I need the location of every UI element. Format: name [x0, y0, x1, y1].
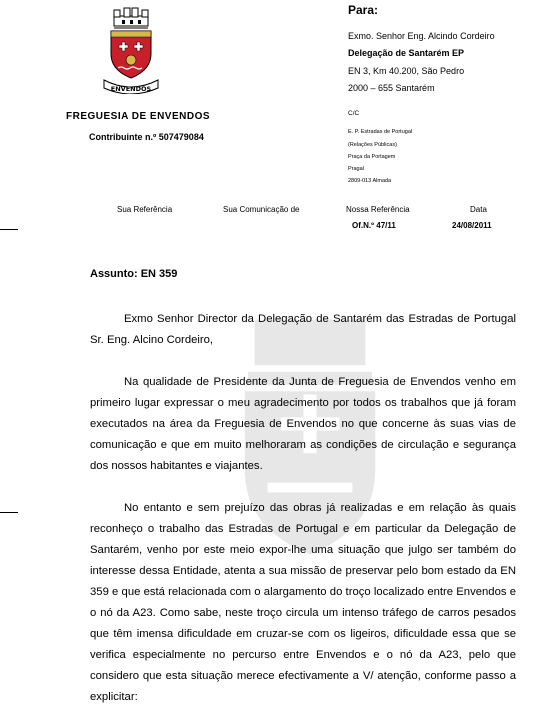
parish-crest-icon — [100, 2, 162, 94]
recipient-label: Para: — [348, 3, 379, 17]
cc-label: C/C — [348, 110, 360, 117]
fold-mark — [0, 229, 18, 230]
subject-line: Assunto: EN 359 — [90, 268, 178, 280]
cc-line: E. P. Estradas de Portugal — [348, 129, 413, 135]
parish-name: FREGUESIA DE ENVENDOS — [66, 111, 211, 122]
taxpayer-number: Contribuinte n.º 507479084 — [89, 132, 204, 142]
date-label: Data — [470, 205, 487, 214]
our-reference-label: Nossa Referência — [346, 205, 410, 214]
body-paragraph: Na qualidade de Presidente da Junta de Freguesia de Envendos venho em primeiro lugar expressar o meu agradecimento por todos os trabalhos que já foram executados na área da Freguesia de Envendos no que concerne às suas vias de comunicação e que em muito melhoraram as condições de circulação e segurança dos nossos habitantes e viajantes. — [90, 376, 516, 472]
cc-line: 2809-013 Almada — [348, 178, 392, 184]
recipient-line: Delegação de Santarém EP — [348, 48, 465, 58]
your-communication-label: Sua Comunicação de — [223, 205, 300, 214]
date-value: 24/08/2011 — [452, 221, 492, 230]
our-reference-value: Of.N.º 47/11 — [352, 221, 396, 230]
recipient-line: 2000 – 655 Santarém — [348, 83, 435, 93]
crest-banner-text: ENVENDOS — [110, 85, 152, 93]
cc-line: (Relações Públicas) — [348, 142, 397, 148]
body-paragraph: Exmo Senhor Director da Delegação de Santarém das Estradas de Portugal Sr. Eng. Alcino Cordeiro, — [90, 313, 516, 346]
recipient-line: EN 3, Km 40.200, São Pedro — [348, 66, 465, 76]
cc-line: Pragal — [348, 166, 364, 172]
fold-mark — [0, 512, 18, 513]
your-reference-label: Sua Referência — [117, 205, 173, 214]
cc-line: Praça da Portagem — [348, 154, 396, 160]
body-paragraph: No entanto e sem prejuízo das obras já realizadas e em relação às quais reconheço o trabalho das Estradas de Portugal e em particular da Delegação de Santarém, venho por este meio expor-lhe uma situação que julgo ser também do interesse dessa Entidade, atenta a sua missão de preservar pelo bom estado da EN 359 e que está relacionada com o alargamento do troço localizado entre Envendos e o nó da A23. Como sabe, neste troço circula um intenso tráfego de carros pesados que têm imensa dificuldade em cruzar-se com os ligeiros, dificuldade essa que se verifica especialmente no percurso entre Envendos e o nó da A23, pelo que considero que esta situação merece efectivamente a V/ atenção, conforme passo a explicitar: — [90, 502, 516, 703]
recipient-line: Exmo. Senhor Eng. Alcindo Cordeiro — [348, 31, 495, 41]
